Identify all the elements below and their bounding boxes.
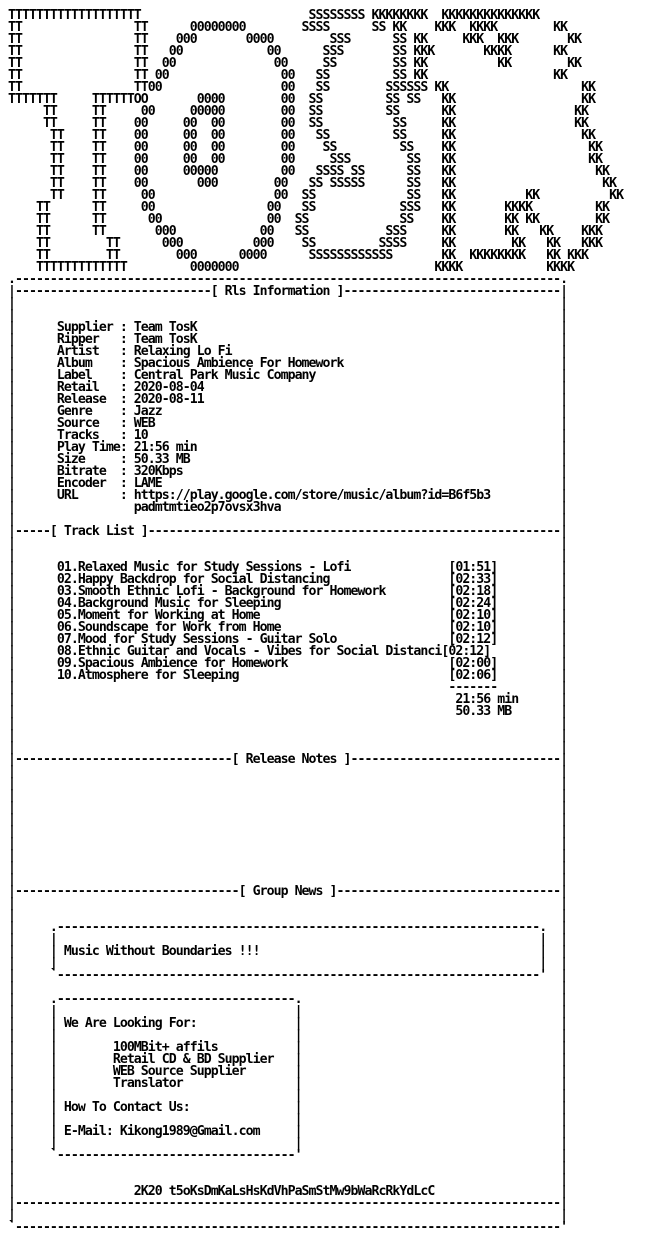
nfo-document: TTTTTTTTTTTTTTTTTTT SSSSSSSS KKKKKKKK KKKKKKKKKKKKKK TT TT 00000000 SSSS SS KK KKK KKKK KK TT TT 000 0000 SSS SS KK KKK KKK KK TT TT 00 00 SSS SS KKK KKKK KK TT TT 00 00 SS SS KK KK KK TT TT 00 00 SS SS KK KK TT TT00 00 SS SSSSSS KK KK TTTTTTT TTTTTTOO 0000 00 SS SS SS KK KK TT TT 00 00000 00 SS SS KK KK TT TT 00 00 00 00 SS SS KK KK TT TT 00 00 00 00 SS SS KK KK TT TT 00 00 00 00 SS SS KK KK TT TT 00 00 00 00 SSS SS KK KK TT TT 00 00000 00 SSSS SS SS KK KK TT TT 00 000 00 SS SSSSS SS KK KK TT TT 00 00 SS SS KK KK KK TT TT 00 00 SS SSS KK KKKK KK TT TT 00 00 SS SS KK KK KK KK TT TT 000 00 SS SSS KK KK KK KKK TT TT 000 000 SS SSSS KK KK KK KKK TT TT 000 0000 SSSSSSSSSSSS KK KKKKKKKK KK KKK TTTTTTTTTTTTT 0000000 KKKK KKKK .------------------------------------------------------------------------------. |----------------------------[ Rls Information ]-------------------------------| | | | | | Supplier : Team TosK | | Ripper : Team TosK | | Artist : Relaxing Lo Fi | | Album : Spacious Ambience For Homework | | Label : Central Park Music Company | | Retail : 2020-08-04 | | Release : 2020-08-11 | | Genre : Jazz | | Source : WEB | | Tracks : 10 | | Play Time: 21:56 min | | Size : 50.33 MB | | Bitrate : 320Kbps | | Encoder : LAME | | URL : https://play.google.com/store/music/album?id=B6f5b3 | | padmtmtieo2p7ovsx3hva | | | |-----[ Track List ]-----------------------------------------------------------| | | | | | 01.Relaxed Music for Study Sessions - Lofi [01:51] | | 02.Happy Backdrop for Social Distancing [02:33] | | 03.Smooth Ethnic Lofi - Background for Homework [02:18] | | 04.Background Music for Sleeping [02:24] | | 05.Moment for Working at Home [02:10] | | 06.Soundscape for Work from Home [02:10] | | 07.Mood for Study Sessions - Guitar Solo [02:12] | | 08.Ethnic Guitar and Vocals - Vibes for Social Distanci[02:12] | | 09.Spacious Ambience for Homework [02:00] | | 10.Atmosphere for Sleeping [02:06] | | ------- | | 21:56 min | | 50.33 MB | | | | | | | |-------------------------------[ Release Notes ]------------------------------| | | | | | | | | | | | | | | | | | | | | |--------------------------------[ Group News ]--------------------------------| | | | | | .---------------------------------------------------------------------. | | | | | | | Music Without Boundaries !!! | | | | | | | `---------------------------------------------------------------------' | | | | .----------------------------------. | | | | | | | We Are Looking For: | | | | | | | | 100MBit+ affils | | | | Retail CD & BD Supplier | | | | WEB Source Supplier | | | | Translator | | | | | | | | How To Contact Us: | | | | | | | | E-Mail: Kikong1989@Gmail.com | | | | | | | `----------------------------------' | | | | | | 2K20 t5oKsDmKaLsHsKdVhPaSmStMw9bWaRcRkYdLcC | |------------------------------------------------------------------------------| | | `------------------------------------------------------------------------------': [8, 8, 624, 1235]
